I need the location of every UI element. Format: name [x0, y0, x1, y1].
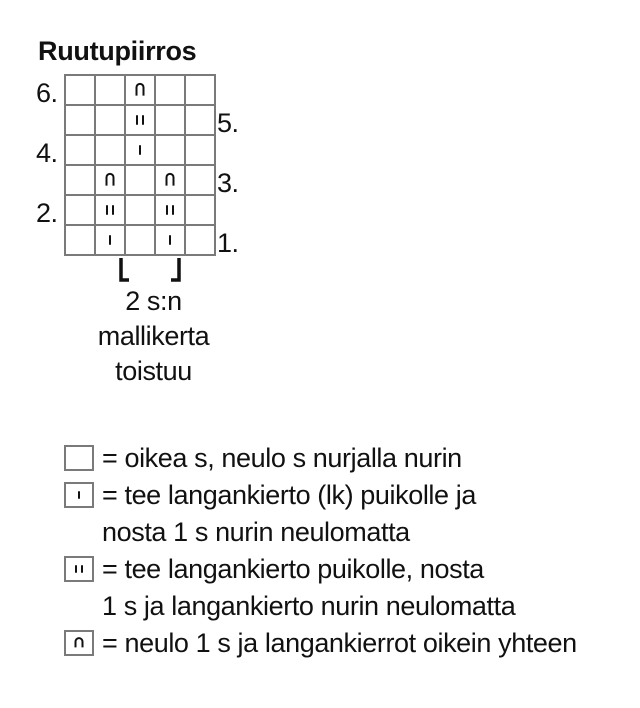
- cap-arch-icon: [64, 630, 94, 656]
- repeat-label: [66, 284, 241, 389]
- row-label-3: 3.: [217, 168, 239, 198]
- repeat-label-line-3: toistuu: [115, 356, 192, 386]
- chart-cell-r5-c5: [186, 106, 216, 136]
- chart-cell-r5-c1: [66, 106, 96, 136]
- row-label-4: 4.: [36, 138, 58, 168]
- chart-cell-r1-c1: [66, 226, 96, 256]
- empty-square-icon: [64, 445, 94, 471]
- chart-cell-r1-c5: [186, 226, 216, 256]
- single-bar-icon: [96, 226, 124, 254]
- cap-arch-icon: [126, 76, 154, 104]
- cap-arch-icon: [96, 166, 124, 194]
- chart-cell-r2-c2: [96, 196, 126, 226]
- chart-cell-r4-c2: [96, 136, 126, 166]
- chart-cell-r3-c4: [156, 166, 186, 196]
- repeat-label-line-2: mallikerta: [97, 321, 210, 351]
- chart-cell-r6-c3: [126, 76, 156, 106]
- single-bar-icon: [66, 484, 92, 506]
- chart-cell-r4-c3: [126, 136, 156, 166]
- row-label-2: 2.: [36, 198, 58, 228]
- legend: [64, 440, 634, 662]
- chart-cell-r6-c1: [66, 76, 96, 106]
- chart-cell-r4-c4: [156, 136, 186, 166]
- legend-text-cap: = neulo 1 s ja langankierrot oikein yhteen: [102, 628, 577, 658]
- repeat-label-line-1: 2 s:n: [125, 286, 182, 316]
- legend-item-single: [64, 477, 634, 551]
- legend-text-double: = tee langankierto puikolle, nosta 1 s ja langankierto nurin neulomatta: [102, 554, 516, 621]
- row-label-1: 1.: [217, 228, 239, 258]
- chart-cell-r3-c1: [66, 166, 96, 196]
- double-bar-icon: [66, 558, 92, 580]
- chart-cell-r6-c4: [156, 76, 186, 106]
- chart-cell-r3-c5: [186, 166, 216, 196]
- cap-arch-icon: [66, 632, 92, 654]
- row-label-6: 6.: [36, 78, 58, 108]
- legend-text-single: = tee langankierto (lk) puikolle ja nosta 1 s nurin neulomatta: [102, 480, 476, 547]
- legend-item-double: [64, 551, 634, 625]
- chart-cell-r4-c5: [186, 136, 216, 166]
- legend-item-empty: [64, 440, 634, 477]
- legend-item-cap: [64, 625, 634, 662]
- single-bar-icon: [156, 226, 184, 254]
- chart-cell-r3-c3: [126, 166, 156, 196]
- repeat-bracket: [115, 256, 185, 284]
- chart-cell-r2-c5: [186, 196, 216, 226]
- double-bar-icon: [96, 196, 124, 224]
- chart-title: Ruutupiirros: [38, 36, 197, 66]
- stitch-chart-grid: [64, 74, 216, 256]
- chart-cell-r6-c2: [96, 76, 126, 106]
- double-bar-icon: [64, 556, 94, 582]
- row-label-5: 5.: [217, 108, 239, 138]
- single-bar-icon: [64, 482, 94, 508]
- chart-cell-r2-c4: [156, 196, 186, 226]
- chart-cell-r5-c2: [96, 106, 126, 136]
- chart-cell-r1-c4: [156, 226, 186, 256]
- chart-cell-r1-c2: [96, 226, 126, 256]
- single-bar-icon: [126, 136, 154, 164]
- chart-cell-r6-c5: [186, 76, 216, 106]
- legend-text-empty: = oikea s, neulo s nurjalla nurin: [102, 443, 462, 473]
- double-bar-icon: [156, 196, 184, 224]
- chart-cell-r3-c2: [96, 166, 126, 196]
- chart-cell-r1-c3: [126, 226, 156, 256]
- double-bar-icon: [126, 106, 154, 134]
- chart-cell-r5-c4: [156, 106, 186, 136]
- cap-arch-icon: [156, 166, 184, 194]
- chart-cell-r4-c1: [66, 136, 96, 166]
- chart-cell-r2-c3: [126, 196, 156, 226]
- chart-cell-r2-c1: [66, 196, 96, 226]
- chart-cell-r5-c3: [126, 106, 156, 136]
